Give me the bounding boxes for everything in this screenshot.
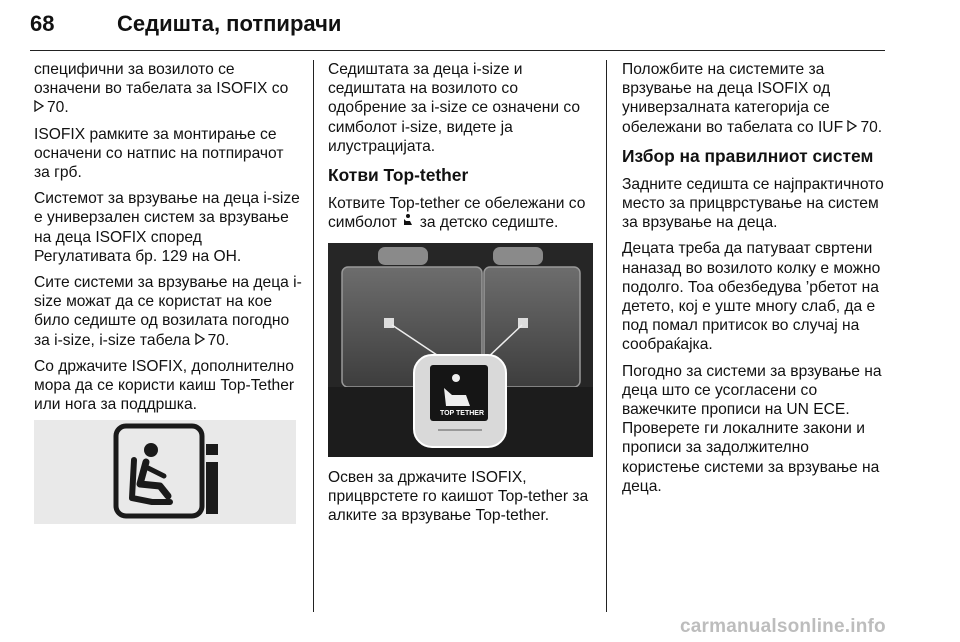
top-tether-tag-label: TOP TETHER [439, 410, 485, 417]
page-reference[interactable]: 70. [847, 119, 882, 136]
column-divider [606, 60, 607, 612]
arrow-right-icon [34, 98, 44, 117]
paragraph: Со држачите ISOFIX, дополнително мора да се користи каиш Top-Tether или нога за поддршка. [34, 357, 295, 414]
column-2 [328, 60, 594, 239]
page-header [30, 8, 885, 51]
paragraph: Погодно за системи за врзување на деца што се усогласени со важечките прописи на UN ECE. Проверете ги локалните закони и прописи за задолжително користење системи за врзување на деца. [622, 362, 882, 495]
paragraph: Децата треба да патуваат свртени наназад во возилото колку е можно подолго. Тоа обезбедува ’рбетот на детето, кој е уште многу слаб, да е под помал притисок во случај на сообраќајка. [622, 240, 881, 354]
child-seat-icon [401, 214, 415, 231]
paragraph [34, 60, 302, 118]
isofix-symbol-illustration [34, 420, 296, 524]
paragraph: ISOFIX рамките за монтирање се осначени со натпис на потпирачот за грб. [34, 125, 284, 182]
page-title: Седишта, потпирачи [117, 11, 342, 36]
column-2-lower [328, 468, 594, 533]
arrow-right-icon [847, 118, 857, 137]
paragraph-text: Положбите на системите за врзување на деца ISOFIX од универзалната категорија се обележани во табелата со IUF [622, 61, 844, 136]
paragraph [622, 60, 890, 137]
page-reference[interactable]: 70. [195, 332, 230, 349]
arrow-right-icon [195, 331, 205, 350]
paragraph: Системот за врзување на деца i-size е универзален систем за врзување на деца ISOFIX според Регулативата бр. 129 на ОН. [34, 190, 300, 265]
page-number: 68 [30, 11, 55, 36]
paragraph-text: специфични за возилото се означени во табелата за ISOFIX со [34, 61, 289, 98]
paragraph [34, 273, 302, 350]
column-1 [34, 60, 302, 421]
page-reference[interactable]: 70. [34, 99, 69, 116]
column-divider [313, 60, 314, 612]
column-3 [622, 60, 890, 503]
isofix-symbol-icon [34, 420, 296, 524]
trunk-illustration [328, 243, 593, 457]
paragraph: Освен за држачите ISOFIX, прицврстете го каишот Top-tether за алките за врзување Top-tether. [328, 469, 589, 525]
paragraph: Котвите Top-tether се обележани со симболот за детско седиште. [328, 195, 586, 232]
paragraph-text: Сите системи за врзување на деца i-size можат да се користат на кое било седиште од возилата погодно за i-size, i-size табела [34, 274, 302, 349]
paragraph: Задните седишта се најпрактичното место за прицврстување на систем за врзување на деца. [622, 175, 884, 232]
paragraph: Седиштата за деца i-size и седиштата на возилото со одобрение за i-size се означени со симболот i-size, видете ја илустрацијата. [328, 61, 581, 155]
section-heading: Избор на правилниот систем [622, 145, 874, 166]
section-heading: Котви Top-tether [328, 165, 469, 186]
watermark-url: carmanualsonline.info [680, 616, 886, 637]
